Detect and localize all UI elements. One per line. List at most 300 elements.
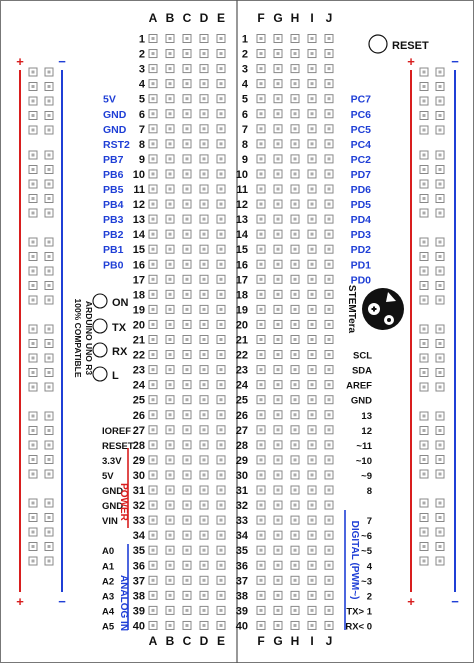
hole-D14[interactable] bbox=[200, 230, 208, 238]
left-rail-hole-plus-8[interactable] bbox=[29, 180, 37, 188]
hole-C39[interactable] bbox=[183, 606, 191, 614]
hole-D21[interactable] bbox=[200, 336, 208, 344]
hole-G24[interactable] bbox=[274, 381, 282, 389]
hole-H16[interactable] bbox=[291, 260, 299, 268]
left-rail-hole-minus-1[interactable] bbox=[45, 68, 53, 76]
hole-A17[interactable] bbox=[149, 275, 157, 283]
hole-A23[interactable] bbox=[149, 366, 157, 374]
right-rail-hole-minus-2[interactable] bbox=[436, 83, 444, 91]
hole-C14[interactable] bbox=[183, 230, 191, 238]
hole-G27[interactable] bbox=[274, 426, 282, 434]
hole-E11[interactable] bbox=[217, 185, 225, 193]
hole-A34[interactable] bbox=[149, 531, 157, 539]
hole-A22[interactable] bbox=[149, 351, 157, 359]
hole-I12[interactable] bbox=[308, 200, 316, 208]
hole-F22[interactable] bbox=[257, 351, 265, 359]
hole-E34[interactable] bbox=[217, 531, 225, 539]
hole-C4[interactable] bbox=[183, 80, 191, 88]
hole-E37[interactable] bbox=[217, 576, 225, 584]
hole-E27[interactable] bbox=[217, 426, 225, 434]
left-rail-hole-minus-16[interactable] bbox=[45, 325, 53, 333]
hole-J25[interactable] bbox=[325, 396, 333, 404]
hole-A2[interactable] bbox=[149, 50, 157, 58]
hole-D9[interactable] bbox=[200, 155, 208, 163]
right-rail-hole-minus-14[interactable] bbox=[436, 282, 444, 290]
hole-I34[interactable] bbox=[308, 531, 316, 539]
hole-C36[interactable] bbox=[183, 561, 191, 569]
hole-C12[interactable] bbox=[183, 200, 191, 208]
hole-J14[interactable] bbox=[325, 230, 333, 238]
hole-C28[interactable] bbox=[183, 441, 191, 449]
hole-J16[interactable] bbox=[325, 260, 333, 268]
hole-H39[interactable] bbox=[291, 606, 299, 614]
hole-A14[interactable] bbox=[149, 230, 157, 238]
hole-J24[interactable] bbox=[325, 381, 333, 389]
hole-F11[interactable] bbox=[257, 185, 265, 193]
hole-J35[interactable] bbox=[325, 546, 333, 554]
hole-C35[interactable] bbox=[183, 546, 191, 554]
hole-H2[interactable] bbox=[291, 50, 299, 58]
hole-F4[interactable] bbox=[257, 80, 265, 88]
hole-G38[interactable] bbox=[274, 591, 282, 599]
hole-D10[interactable] bbox=[200, 170, 208, 178]
hole-F34[interactable] bbox=[257, 531, 265, 539]
hole-E25[interactable] bbox=[217, 396, 225, 404]
hole-J34[interactable] bbox=[325, 531, 333, 539]
right-rail-hole-minus-24[interactable] bbox=[436, 456, 444, 464]
hole-H27[interactable] bbox=[291, 426, 299, 434]
right-rail-hole-minus-4[interactable] bbox=[436, 112, 444, 120]
hole-A30[interactable] bbox=[149, 471, 157, 479]
hole-A6[interactable] bbox=[149, 110, 157, 118]
hole-E1[interactable] bbox=[217, 35, 225, 43]
hole-E7[interactable] bbox=[217, 125, 225, 133]
hole-G31[interactable] bbox=[274, 486, 282, 494]
hole-G2[interactable] bbox=[274, 50, 282, 58]
left-rail-hole-plus-5[interactable] bbox=[29, 126, 37, 134]
hole-B20[interactable] bbox=[166, 320, 174, 328]
hole-A33[interactable] bbox=[149, 516, 157, 524]
hole-H6[interactable] bbox=[291, 110, 299, 118]
hole-G39[interactable] bbox=[274, 606, 282, 614]
hole-G12[interactable] bbox=[274, 200, 282, 208]
left-rail-hole-plus-19[interactable] bbox=[29, 369, 37, 377]
hole-E15[interactable] bbox=[217, 245, 225, 253]
hole-C15[interactable] bbox=[183, 245, 191, 253]
hole-J36[interactable] bbox=[325, 561, 333, 569]
right-rail-hole-minus-17[interactable] bbox=[436, 340, 444, 348]
right-rail-hole-plus-5[interactable] bbox=[420, 126, 428, 134]
right-rail-hole-minus-3[interactable] bbox=[436, 97, 444, 105]
right-rail-hole-plus-24[interactable] bbox=[420, 456, 428, 464]
hole-C24[interactable] bbox=[183, 381, 191, 389]
hole-C13[interactable] bbox=[183, 215, 191, 223]
hole-E29[interactable] bbox=[217, 456, 225, 464]
right-rail-hole-minus-18[interactable] bbox=[436, 354, 444, 362]
left-rail-hole-minus-8[interactable] bbox=[45, 180, 53, 188]
hole-A38[interactable] bbox=[149, 591, 157, 599]
left-rail-hole-plus-7[interactable] bbox=[29, 166, 37, 174]
hole-E4[interactable] bbox=[217, 80, 225, 88]
hole-J9[interactable] bbox=[325, 155, 333, 163]
hole-G35[interactable] bbox=[274, 546, 282, 554]
hole-B37[interactable] bbox=[166, 576, 174, 584]
hole-G36[interactable] bbox=[274, 561, 282, 569]
hole-E38[interactable] bbox=[217, 591, 225, 599]
hole-B29[interactable] bbox=[166, 456, 174, 464]
hole-B36[interactable] bbox=[166, 561, 174, 569]
hole-H12[interactable] bbox=[291, 200, 299, 208]
left-rail-hole-minus-12[interactable] bbox=[45, 253, 53, 261]
hole-B27[interactable] bbox=[166, 426, 174, 434]
right-rail-hole-plus-25[interactable] bbox=[420, 470, 428, 478]
hole-D37[interactable] bbox=[200, 576, 208, 584]
hole-H11[interactable] bbox=[291, 185, 299, 193]
hole-D15[interactable] bbox=[200, 245, 208, 253]
left-rail-hole-plus-23[interactable] bbox=[29, 441, 37, 449]
hole-J40[interactable] bbox=[325, 621, 333, 629]
hole-F13[interactable] bbox=[257, 215, 265, 223]
hole-F37[interactable] bbox=[257, 576, 265, 584]
hole-I3[interactable] bbox=[308, 65, 316, 73]
right-rail-hole-plus-8[interactable] bbox=[420, 180, 428, 188]
hole-C38[interactable] bbox=[183, 591, 191, 599]
hole-J37[interactable] bbox=[325, 576, 333, 584]
hole-G8[interactable] bbox=[274, 140, 282, 148]
hole-F24[interactable] bbox=[257, 381, 265, 389]
hole-G9[interactable] bbox=[274, 155, 282, 163]
hole-E21[interactable] bbox=[217, 336, 225, 344]
hole-J38[interactable] bbox=[325, 591, 333, 599]
hole-F39[interactable] bbox=[257, 606, 265, 614]
hole-E30[interactable] bbox=[217, 471, 225, 479]
hole-D20[interactable] bbox=[200, 320, 208, 328]
hole-E14[interactable] bbox=[217, 230, 225, 238]
hole-D39[interactable] bbox=[200, 606, 208, 614]
hole-E9[interactable] bbox=[217, 155, 225, 163]
hole-D22[interactable] bbox=[200, 351, 208, 359]
hole-E13[interactable] bbox=[217, 215, 225, 223]
hole-C19[interactable] bbox=[183, 305, 191, 313]
right-rail-hole-plus-29[interactable] bbox=[420, 543, 428, 551]
hole-I2[interactable] bbox=[308, 50, 316, 58]
hole-I40[interactable] bbox=[308, 621, 316, 629]
hole-J19[interactable] bbox=[325, 305, 333, 313]
right-rail-hole-plus-28[interactable] bbox=[420, 528, 428, 536]
right-rail-hole-minus-23[interactable] bbox=[436, 441, 444, 449]
hole-B19[interactable] bbox=[166, 305, 174, 313]
left-rail-hole-plus-17[interactable] bbox=[29, 340, 37, 348]
hole-F26[interactable] bbox=[257, 411, 265, 419]
hole-I19[interactable] bbox=[308, 305, 316, 313]
reset-button[interactable] bbox=[369, 35, 387, 53]
hole-F15[interactable] bbox=[257, 245, 265, 253]
hole-F29[interactable] bbox=[257, 456, 265, 464]
hole-E5[interactable] bbox=[217, 95, 225, 103]
hole-J21[interactable] bbox=[325, 336, 333, 344]
hole-I22[interactable] bbox=[308, 351, 316, 359]
hole-B34[interactable] bbox=[166, 531, 174, 539]
hole-C16[interactable] bbox=[183, 260, 191, 268]
hole-H14[interactable] bbox=[291, 230, 299, 238]
left-rail-hole-minus-7[interactable] bbox=[45, 166, 53, 174]
left-rail-hole-plus-3[interactable] bbox=[29, 97, 37, 105]
hole-D3[interactable] bbox=[200, 65, 208, 73]
hole-D7[interactable] bbox=[200, 125, 208, 133]
hole-I14[interactable] bbox=[308, 230, 316, 238]
hole-E8[interactable] bbox=[217, 140, 225, 148]
right-rail-hole-plus-27[interactable] bbox=[420, 514, 428, 522]
hole-I30[interactable] bbox=[308, 471, 316, 479]
hole-H40[interactable] bbox=[291, 621, 299, 629]
hole-H26[interactable] bbox=[291, 411, 299, 419]
hole-B10[interactable] bbox=[166, 170, 174, 178]
left-rail-hole-minus-11[interactable] bbox=[45, 238, 53, 246]
right-rail-hole-minus-5[interactable] bbox=[436, 126, 444, 134]
right-rail-hole-minus-20[interactable] bbox=[436, 383, 444, 391]
hole-C33[interactable] bbox=[183, 516, 191, 524]
hole-D17[interactable] bbox=[200, 275, 208, 283]
hole-F38[interactable] bbox=[257, 591, 265, 599]
hole-E19[interactable] bbox=[217, 305, 225, 313]
hole-I29[interactable] bbox=[308, 456, 316, 464]
hole-F5[interactable] bbox=[257, 95, 265, 103]
right-rail-hole-plus-9[interactable] bbox=[420, 195, 428, 203]
hole-A3[interactable] bbox=[149, 65, 157, 73]
hole-D27[interactable] bbox=[200, 426, 208, 434]
right-rail-hole-minus-21[interactable] bbox=[436, 412, 444, 420]
hole-H31[interactable] bbox=[291, 486, 299, 494]
hole-C31[interactable] bbox=[183, 486, 191, 494]
hole-H25[interactable] bbox=[291, 396, 299, 404]
hole-A1[interactable] bbox=[149, 35, 157, 43]
hole-G40[interactable] bbox=[274, 621, 282, 629]
hole-A7[interactable] bbox=[149, 125, 157, 133]
hole-D25[interactable] bbox=[200, 396, 208, 404]
hole-I10[interactable] bbox=[308, 170, 316, 178]
left-rail-hole-minus-15[interactable] bbox=[45, 296, 53, 304]
hole-H29[interactable] bbox=[291, 456, 299, 464]
hole-C11[interactable] bbox=[183, 185, 191, 193]
hole-H10[interactable] bbox=[291, 170, 299, 178]
hole-D24[interactable] bbox=[200, 381, 208, 389]
hole-A4[interactable] bbox=[149, 80, 157, 88]
hole-G18[interactable] bbox=[274, 290, 282, 298]
right-rail-hole-minus-28[interactable] bbox=[436, 528, 444, 536]
right-rail-hole-plus-1[interactable] bbox=[420, 68, 428, 76]
hole-J3[interactable] bbox=[325, 65, 333, 73]
hole-G15[interactable] bbox=[274, 245, 282, 253]
hole-I33[interactable] bbox=[308, 516, 316, 524]
hole-A24[interactable] bbox=[149, 381, 157, 389]
hole-J39[interactable] bbox=[325, 606, 333, 614]
hole-A25[interactable] bbox=[149, 396, 157, 404]
hole-G7[interactable] bbox=[274, 125, 282, 133]
hole-A15[interactable] bbox=[149, 245, 157, 253]
left-rail-hole-plus-22[interactable] bbox=[29, 427, 37, 435]
hole-J15[interactable] bbox=[325, 245, 333, 253]
hole-E22[interactable] bbox=[217, 351, 225, 359]
left-rail-hole-plus-21[interactable] bbox=[29, 412, 37, 420]
hole-H19[interactable] bbox=[291, 305, 299, 313]
hole-C7[interactable] bbox=[183, 125, 191, 133]
hole-E12[interactable] bbox=[217, 200, 225, 208]
hole-F10[interactable] bbox=[257, 170, 265, 178]
hole-D8[interactable] bbox=[200, 140, 208, 148]
hole-B30[interactable] bbox=[166, 471, 174, 479]
hole-E10[interactable] bbox=[217, 170, 225, 178]
left-rail-hole-minus-25[interactable] bbox=[45, 470, 53, 478]
hole-G22[interactable] bbox=[274, 351, 282, 359]
hole-H4[interactable] bbox=[291, 80, 299, 88]
hole-C22[interactable] bbox=[183, 351, 191, 359]
hole-H7[interactable] bbox=[291, 125, 299, 133]
hole-B18[interactable] bbox=[166, 290, 174, 298]
hole-E28[interactable] bbox=[217, 441, 225, 449]
hole-C21[interactable] bbox=[183, 336, 191, 344]
left-rail-hole-minus-14[interactable] bbox=[45, 282, 53, 290]
hole-C10[interactable] bbox=[183, 170, 191, 178]
right-rail-hole-minus-29[interactable] bbox=[436, 543, 444, 551]
hole-F23[interactable] bbox=[257, 366, 265, 374]
hole-F14[interactable] bbox=[257, 230, 265, 238]
hole-I24[interactable] bbox=[308, 381, 316, 389]
hole-C20[interactable] bbox=[183, 320, 191, 328]
hole-G21[interactable] bbox=[274, 336, 282, 344]
left-rail-hole-plus-25[interactable] bbox=[29, 470, 37, 478]
hole-H34[interactable] bbox=[291, 531, 299, 539]
left-rail-hole-plus-6[interactable] bbox=[29, 151, 37, 159]
hole-B32[interactable] bbox=[166, 501, 174, 509]
right-rail-hole-plus-17[interactable] bbox=[420, 340, 428, 348]
hole-F12[interactable] bbox=[257, 200, 265, 208]
hole-B23[interactable] bbox=[166, 366, 174, 374]
hole-G29[interactable] bbox=[274, 456, 282, 464]
hole-B14[interactable] bbox=[166, 230, 174, 238]
hole-D38[interactable] bbox=[200, 591, 208, 599]
hole-G10[interactable] bbox=[274, 170, 282, 178]
hole-J29[interactable] bbox=[325, 456, 333, 464]
left-rail-hole-plus-29[interactable] bbox=[29, 543, 37, 551]
hole-E3[interactable] bbox=[217, 65, 225, 73]
hole-B16[interactable] bbox=[166, 260, 174, 268]
hole-A40[interactable] bbox=[149, 621, 157, 629]
hole-A36[interactable] bbox=[149, 561, 157, 569]
hole-C6[interactable] bbox=[183, 110, 191, 118]
hole-A13[interactable] bbox=[149, 215, 157, 223]
hole-E31[interactable] bbox=[217, 486, 225, 494]
hole-H38[interactable] bbox=[291, 591, 299, 599]
hole-F30[interactable] bbox=[257, 471, 265, 479]
left-rail-hole-minus-3[interactable] bbox=[45, 97, 53, 105]
hole-I11[interactable] bbox=[308, 185, 316, 193]
hole-G11[interactable] bbox=[274, 185, 282, 193]
hole-E17[interactable] bbox=[217, 275, 225, 283]
right-rail-hole-minus-10[interactable] bbox=[436, 209, 444, 217]
hole-F2[interactable] bbox=[257, 50, 265, 58]
hole-B22[interactable] bbox=[166, 351, 174, 359]
hole-D28[interactable] bbox=[200, 441, 208, 449]
hole-D5[interactable] bbox=[200, 95, 208, 103]
right-rail-hole-minus-11[interactable] bbox=[436, 238, 444, 246]
hole-B2[interactable] bbox=[166, 50, 174, 58]
hole-F8[interactable] bbox=[257, 140, 265, 148]
right-rail-hole-plus-16[interactable] bbox=[420, 325, 428, 333]
right-rail-hole-plus-22[interactable] bbox=[420, 427, 428, 435]
right-rail-hole-plus-15[interactable] bbox=[420, 296, 428, 304]
hole-B4[interactable] bbox=[166, 80, 174, 88]
hole-J22[interactable] bbox=[325, 351, 333, 359]
left-rail-hole-minus-13[interactable] bbox=[45, 267, 53, 275]
hole-G33[interactable] bbox=[274, 516, 282, 524]
hole-I6[interactable] bbox=[308, 110, 316, 118]
hole-H22[interactable] bbox=[291, 351, 299, 359]
hole-A37[interactable] bbox=[149, 576, 157, 584]
hole-B7[interactable] bbox=[166, 125, 174, 133]
right-rail-hole-plus-7[interactable] bbox=[420, 166, 428, 174]
hole-H24[interactable] bbox=[291, 381, 299, 389]
hole-G23[interactable] bbox=[274, 366, 282, 374]
hole-E26[interactable] bbox=[217, 411, 225, 419]
hole-J5[interactable] bbox=[325, 95, 333, 103]
right-rail-hole-plus-11[interactable] bbox=[420, 238, 428, 246]
left-rail-hole-plus-20[interactable] bbox=[29, 383, 37, 391]
hole-D31[interactable] bbox=[200, 486, 208, 494]
hole-B33[interactable] bbox=[166, 516, 174, 524]
hole-G5[interactable] bbox=[274, 95, 282, 103]
hole-H35[interactable] bbox=[291, 546, 299, 554]
hole-F6[interactable] bbox=[257, 110, 265, 118]
hole-C9[interactable] bbox=[183, 155, 191, 163]
hole-H21[interactable] bbox=[291, 336, 299, 344]
left-rail-hole-plus-24[interactable] bbox=[29, 456, 37, 464]
right-rail-hole-minus-7[interactable] bbox=[436, 166, 444, 174]
right-rail-hole-plus-2[interactable] bbox=[420, 83, 428, 91]
hole-B8[interactable] bbox=[166, 140, 174, 148]
hole-F9[interactable] bbox=[257, 155, 265, 163]
right-rail-hole-minus-12[interactable] bbox=[436, 253, 444, 261]
hole-F27[interactable] bbox=[257, 426, 265, 434]
hole-F16[interactable] bbox=[257, 260, 265, 268]
hole-I18[interactable] bbox=[308, 290, 316, 298]
right-rail-hole-minus-9[interactable] bbox=[436, 195, 444, 203]
hole-J13[interactable] bbox=[325, 215, 333, 223]
hole-C8[interactable] bbox=[183, 140, 191, 148]
right-rail-hole-plus-10[interactable] bbox=[420, 209, 428, 217]
hole-I37[interactable] bbox=[308, 576, 316, 584]
hole-A11[interactable] bbox=[149, 185, 157, 193]
hole-G30[interactable] bbox=[274, 471, 282, 479]
left-rail-hole-minus-5[interactable] bbox=[45, 126, 53, 134]
hole-G25[interactable] bbox=[274, 396, 282, 404]
hole-E20[interactable] bbox=[217, 320, 225, 328]
hole-E39[interactable] bbox=[217, 606, 225, 614]
hole-F17[interactable] bbox=[257, 275, 265, 283]
right-rail-hole-plus-13[interactable] bbox=[420, 267, 428, 275]
hole-B17[interactable] bbox=[166, 275, 174, 283]
left-rail-hole-minus-30[interactable] bbox=[45, 557, 53, 565]
hole-I26[interactable] bbox=[308, 411, 316, 419]
left-rail-hole-plus-27[interactable] bbox=[29, 514, 37, 522]
hole-H23[interactable] bbox=[291, 366, 299, 374]
hole-H17[interactable] bbox=[291, 275, 299, 283]
hole-C27[interactable] bbox=[183, 426, 191, 434]
hole-J23[interactable] bbox=[325, 366, 333, 374]
hole-A32[interactable] bbox=[149, 501, 157, 509]
hole-I28[interactable] bbox=[308, 441, 316, 449]
hole-G14[interactable] bbox=[274, 230, 282, 238]
left-rail-hole-plus-13[interactable] bbox=[29, 267, 37, 275]
